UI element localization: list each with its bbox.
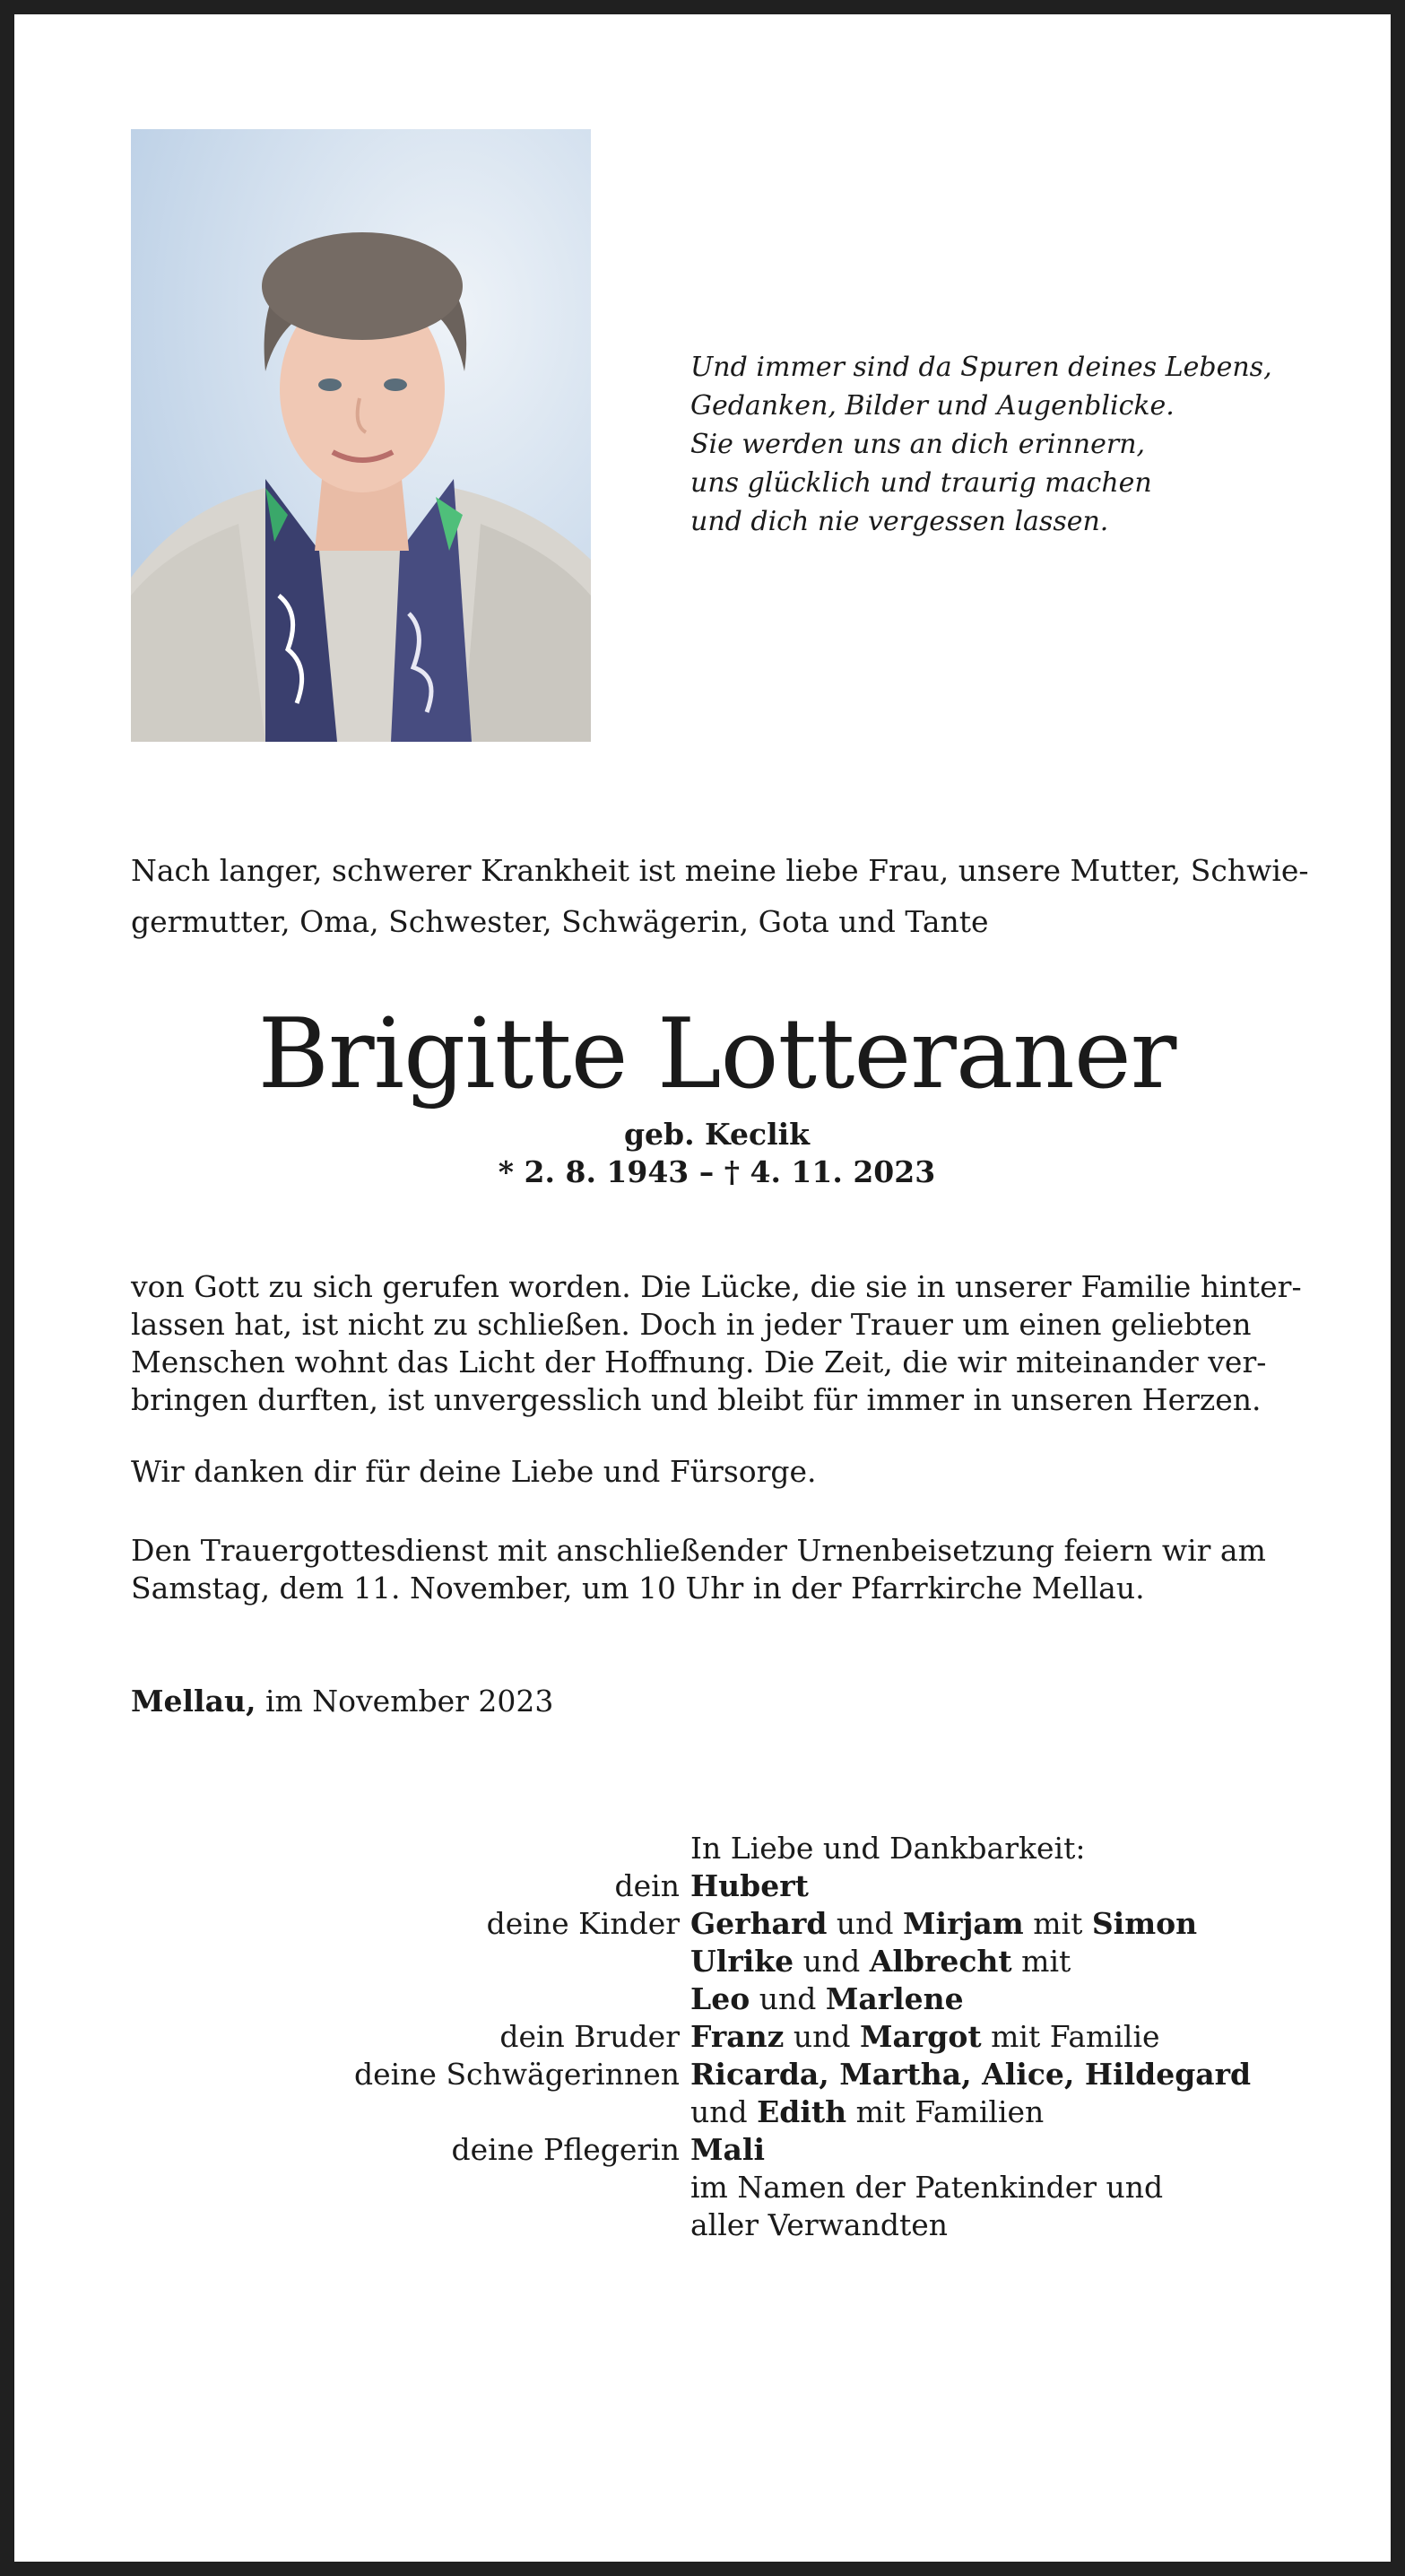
mourner-relation: dein — [614, 1868, 680, 1903]
mourner-row — [14, 1830, 1405, 1867]
mourner-name: Mirjam — [903, 1906, 1024, 1941]
poem-line: und dich nie vergessen lassen. — [690, 506, 1109, 537]
portrait-photo — [131, 129, 591, 742]
mourner-name: Ricarda, Martha, Alice, Hildegard — [690, 2057, 1252, 2092]
mourner-text: und — [750, 1981, 826, 2016]
mourner-relation: deine Pflegerin — [451, 2132, 680, 2167]
mourner-text: aller Verwandten — [690, 2207, 949, 2242]
intro-text — [131, 845, 1314, 947]
mourner-row — [14, 2169, 1405, 2206]
place-date — [131, 1683, 553, 1720]
mourner-name: Gerhard — [690, 1906, 828, 1941]
service-line: Den Trauergottesdienst mit anschließender Urnenbeisetzung feiern wir am — [131, 1533, 1266, 1568]
mourner-text: mit Familien — [846, 2094, 1045, 2129]
mourner-names — [690, 1830, 1085, 1867]
mourner-text: und — [784, 2019, 860, 2054]
poem-line: Gedanken, Bilder und Augenblicke. — [690, 390, 1175, 422]
mourner-relation: deine Schwägerinnen — [353, 2057, 680, 2092]
mourner-row — [14, 2018, 1405, 2056]
mourner-row — [14, 2056, 1405, 2093]
mourner-text: und — [827, 1906, 904, 1941]
life-dates: * 2. 8. 1943 – † 4. 11. 2023 — [498, 1154, 936, 1189]
memorial-poem — [690, 348, 1336, 541]
mourner-names — [690, 2206, 948, 2244]
body-line: Menschen wohnt das Licht der Hoffnung. Die Zeit, die wir miteinander ver- — [131, 1345, 1267, 1379]
mourner-text: und — [690, 2094, 758, 2129]
deceased-name: Brigitte Lotteraner — [257, 998, 1176, 1110]
mourner-names — [690, 2131, 765, 2169]
mourner-text: mit Familie — [981, 2019, 1160, 2054]
mourner-relation: dein Bruder — [499, 2019, 680, 2054]
intro-line: Nach langer, schwerer Krankheit ist meine liebe Frau, unsere Mutter, Schwie- — [131, 853, 1309, 888]
mourners-list — [14, 1830, 1405, 2244]
mourner-names — [690, 1943, 1071, 1980]
birth-name: geb. Keclik — [623, 1117, 811, 1152]
mourner-name: Franz — [690, 2019, 785, 2054]
mourner-name: Margot — [859, 2019, 982, 2054]
mourner-name: Mali — [690, 2132, 765, 2167]
mourner-name: Edith — [757, 2094, 847, 2129]
poem-line: Sie werden uns an dich erinnern, — [690, 429, 1146, 460]
mourner-name: Ulrike — [690, 1944, 794, 1979]
mourner-row — [14, 1867, 1405, 1905]
mourner-names — [690, 2018, 1160, 2056]
mourner-text: mit — [1023, 1906, 1092, 1941]
body-line: lassen hat, ist nicht zu schließen. Doch in jeder Trauer um einen geliebten — [131, 1307, 1252, 1342]
place-month: im November 2023 — [256, 1684, 554, 1719]
mourner-row — [14, 1905, 1405, 1943]
intro-line: germutter, Oma, Schwester, Schwägerin, Gota und Tante — [131, 904, 989, 939]
mourner-names — [690, 2093, 1044, 2131]
mourner-names — [690, 2169, 1163, 2206]
mourner-row — [14, 2131, 1405, 2169]
mourner-text: im Namen der Patenkinder und — [690, 2170, 1164, 2205]
mourner-names — [690, 1980, 964, 2018]
mourner-relation: deine Kinder — [486, 1906, 680, 1941]
poem-line: uns glücklich und traurig machen — [690, 467, 1152, 499]
service-info — [131, 1532, 1266, 1607]
thanks-line: Wir danken dir für deine Liebe und Fürsorge. — [131, 1454, 817, 1489]
mourner-text: und — [794, 1944, 870, 1979]
mourner-name: Albrecht — [869, 1944, 1012, 1979]
mourner-text: mit — [1011, 1944, 1071, 1979]
mourner-names — [690, 2056, 1251, 2093]
place-town: Mellau, — [131, 1684, 256, 1719]
mourner-name: Marlene — [825, 1981, 964, 2016]
mourner-name: Simon — [1091, 1906, 1198, 1941]
mourner-row — [14, 1980, 1405, 2018]
poem-line: Und immer sind da Spuren deines Lebens, — [690, 352, 1272, 383]
mourner-name: Leo — [690, 1981, 750, 2016]
mourner-names — [690, 1905, 1197, 1943]
mourner-row — [14, 1943, 1405, 1980]
body-line: von Gott zu sich gerufen worden. Die Lücke, die sie in unserer Familie hinter- — [131, 1269, 1302, 1304]
mourner-row — [14, 2206, 1405, 2244]
mourner-name: Hubert — [690, 1868, 809, 1903]
body-paragraph — [131, 1268, 1314, 1419]
mourner-names — [690, 1867, 809, 1905]
mourner-text: In Liebe und Dankbarkeit: — [690, 1831, 1086, 1866]
body-line: bringen durften, ist unvergesslich und bleibt für immer in unseren Herzen. — [131, 1382, 1262, 1417]
mourner-row — [14, 2093, 1405, 2131]
service-line: Samstag, dem 11. November, um 10 Uhr in der Pfarrkirche Mellau. — [131, 1571, 1145, 1606]
